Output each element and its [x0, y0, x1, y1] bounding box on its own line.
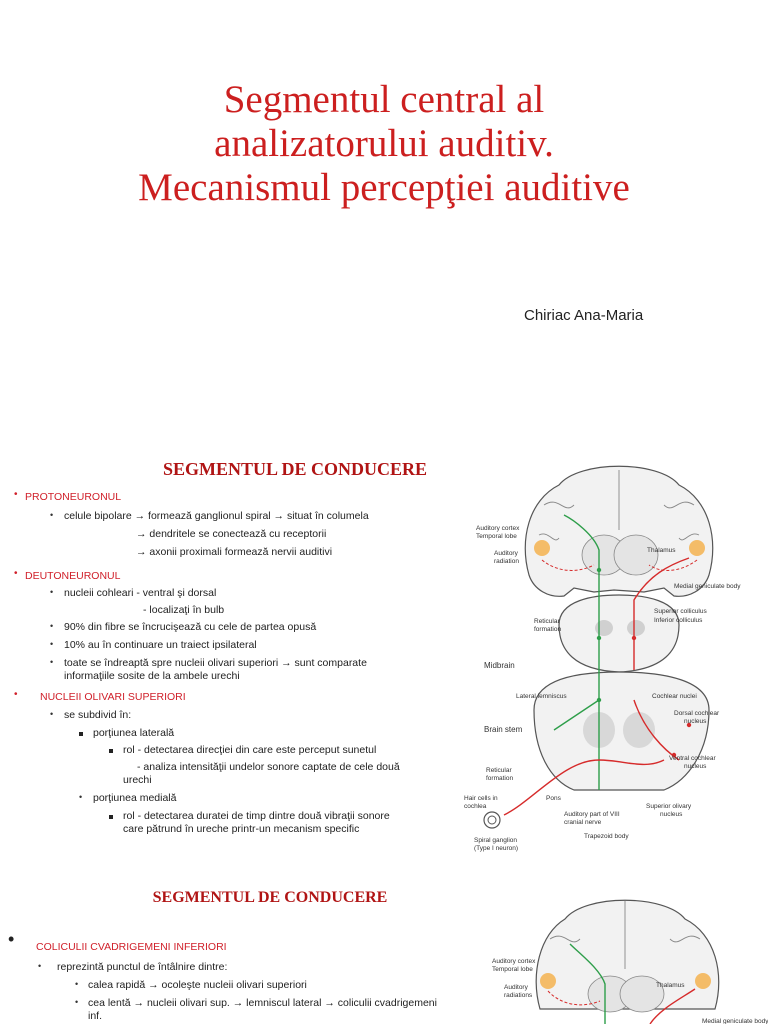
label-auditory: Auditory [494, 550, 518, 557]
label-reticular: Reticular [534, 618, 560, 625]
brainstem-outline [534, 672, 709, 790]
label-formation: formation [534, 626, 562, 633]
auditory-pathway-diagram [464, 460, 768, 860]
slide-title: SEGMENTUL DE CONDUCERE [152, 889, 388, 906]
left-auditory-cortex-glow [540, 973, 556, 989]
bullet-marker: • [14, 489, 18, 500]
label-lateral-lemniscus: Lateral lemniscus [516, 693, 567, 700]
bullet-marker: • [75, 997, 79, 1007]
label-cochlea: cochlea [464, 803, 487, 810]
bullet-marker: • [14, 689, 18, 700]
synapse-dot [597, 698, 601, 702]
heading-deutoneuronul: DEUTONEURONUL [25, 570, 121, 582]
bullet-marker: • [50, 510, 54, 520]
label-trapezoid-body: Trapezoid body [584, 833, 629, 840]
bullet-marker: • [79, 792, 83, 802]
conduction-segment-slide [0, 430, 768, 865]
label-formation: formation [486, 775, 514, 782]
bullet-marker: • [50, 709, 54, 719]
right-auditory-cortex-glow [689, 540, 705, 556]
bullet-marker: • [14, 568, 18, 579]
label-auditory-cortex: Auditory cortex [492, 958, 536, 965]
bullet-marker: • [50, 657, 54, 667]
auditory-pathway-diagram-2 [490, 889, 768, 1024]
list-item-continuation: urechi [123, 774, 152, 786]
title-slide [0, 0, 768, 430]
list-item: 90% din fibre se încrucişează cu cele de partea opusă [64, 621, 317, 633]
bullet-marker: • [8, 929, 15, 949]
label-pons: Pons [546, 795, 561, 802]
label-midbrain: Midbrain [484, 661, 515, 670]
label-spiral-ganglion: Spiral ganglion [474, 837, 518, 844]
label-medial-geniculate: Medial geniculate body [702, 1018, 768, 1024]
title-line-3: Mecanismul percepţiei auditive [138, 166, 630, 209]
square-bullet [109, 749, 113, 753]
presentation-title [0, 78, 768, 210]
list-item: se subdivid în: [64, 709, 132, 721]
label-auditory-part: Auditory part of VIII [564, 811, 620, 818]
bullet-marker: • [50, 621, 54, 631]
label-brain-stem: Brain stem [484, 725, 523, 734]
label-hair-cells: Hair cells in [464, 795, 498, 802]
right-auditory-cortex-glow [695, 973, 711, 989]
synapse-dot [597, 568, 601, 572]
list-item: → dendritele se conectează cu receptorii [136, 528, 327, 540]
heading-protoneuronul: PROTONEURONUL [25, 491, 122, 503]
label-inferior-colliculus: Inferior colliculus [654, 617, 703, 624]
list-item: → axonii proximali formează nervii auditivi [136, 546, 333, 558]
pons-region [623, 712, 655, 748]
label-thalamus: Thalamus [656, 982, 685, 989]
midbrain-outline [559, 595, 679, 672]
list-item-continuation: care pătrund în ureche printr-un mecanism specific [123, 823, 360, 835]
list-item-continuation: informaţiile sosite de la ambele urechi [64, 670, 240, 682]
list-item: toate se îndreaptă spre nucleii olivari superiori → sunt comparate [64, 657, 367, 669]
label-radiations: radiations [504, 992, 533, 999]
bullet-marker: • [50, 639, 54, 649]
cochlea-spiral-inner [488, 816, 496, 824]
title-line-2: analizatorului auditiv. [214, 122, 554, 165]
list-item: celule bipolare → formează ganglionul spiral → situat în columela [64, 510, 369, 522]
label-nucleus: nucleus [660, 811, 683, 818]
label-nucleus: nucleus [684, 718, 707, 725]
list-item: rol - detectarea duratei de timp dintre două vibraţii sonore [123, 810, 390, 822]
square-bullet [109, 815, 113, 819]
list-item: nucleii cohleari - ventral şi dorsal [64, 587, 217, 599]
synapse-dot [597, 636, 601, 640]
label-auditory-cortex: Auditory cortex [476, 525, 520, 532]
list-item: - analiza intensităţii undelor sonore captate de cele două [137, 761, 400, 773]
reticular-nucleus [627, 620, 645, 636]
author-name: Chiriac Ana-Maria [524, 307, 644, 324]
title-line-1: Segmentul central al [223, 78, 545, 121]
label-thalamus: Thalamus [647, 547, 676, 554]
label-ventral-cochlear: Ventral cochlear [669, 755, 716, 762]
left-auditory-cortex-glow [534, 540, 550, 556]
list-item: porţiunea medială [93, 792, 177, 804]
label-cochlear-nuclei: Cochlear nuclei [652, 693, 697, 700]
bullet-marker: • [50, 587, 54, 597]
label-type-neuron: (Type I neuron) [474, 845, 519, 852]
bullet-marker: • [75, 979, 79, 989]
label-superior-olivary: Superior olivary [646, 803, 692, 810]
heading-coliculii: COLICULII CVADRIGEMENI INFERIORI [36, 941, 227, 953]
list-item: rol - detectarea direcţiei din care este perceput sunetul [123, 744, 377, 756]
reticular-nucleus [595, 620, 613, 636]
synapse-dot [632, 636, 636, 640]
bullet-marker: • [38, 961, 42, 971]
label-auditory: Auditory [504, 984, 528, 991]
list-item: - localizaţi în bulb [143, 604, 225, 616]
thalamus-shape [614, 535, 658, 575]
label-cranial-nerve: cranial nerve [564, 819, 602, 826]
heading-olivari: NUCLEII OLIVARI SUPERIORI [40, 691, 186, 703]
square-bullet [79, 732, 83, 736]
label-temporal-lobe: Temporal lobe [492, 966, 533, 973]
list-item: porţiunea laterală [93, 727, 175, 739]
list-item: reprezintă punctul de întâlnire dintre: [57, 961, 228, 973]
label-superior-colliculus: Superior colliculus [654, 608, 707, 615]
cochlea-spiral [484, 812, 500, 828]
label-medial-geniculate: Medial geniculate body [674, 583, 741, 590]
list-item-continuation: inf. [88, 1010, 103, 1022]
label-temporal-lobe: Temporal lobe [476, 533, 517, 540]
label-reticular: Reticular [486, 767, 512, 774]
list-item: 10% au în continuare un traiect ipsilateral [64, 639, 257, 651]
label-radiation: radiation [494, 558, 519, 565]
conduction-segment-slide-2 [0, 865, 768, 1024]
slide-title: SEGMENTUL DE CONDUCERE [162, 459, 428, 479]
list-item: calea rapidă → ocoleşte nucleii olivari superiori [88, 979, 307, 991]
list-item: cea lentă → nucleii olivari sup. → lemniscul lateral → coliculii cvadrigemeni [88, 997, 437, 1009]
label-dorsal-cochlear: Dorsal cochlear [674, 710, 720, 717]
label-nucleus: nucleus [684, 763, 707, 770]
